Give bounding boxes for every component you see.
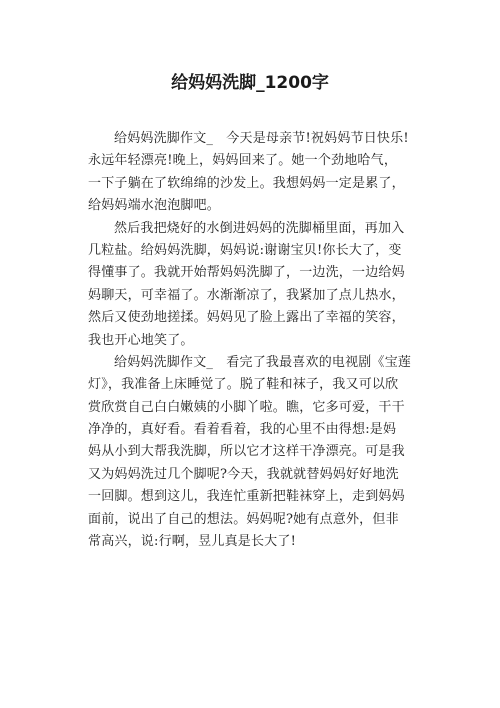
text-line: 然后我把烧好的水倒进妈妈的洗脚桶里面，再加入 [114, 220, 405, 236]
text-line: 妈聊天，可幸福了。水渐渐凉了，我紧加了点儿热水， [88, 287, 405, 303]
document-title: 给妈妈洗脚_1200字 [171, 73, 329, 93]
text-line: 然后又使劲地搓揉。妈妈见了脸上露出了幸福的笑容， [88, 310, 405, 326]
text-line: 我也开心地笑了。 [88, 332, 194, 348]
text-line: 净净的，真好看。看着看着，我的心里不由得想:是妈 [88, 422, 397, 438]
text-line: 给妈妈洗脚作文_ 今天是母亲节!祝妈妈节日快乐! [114, 131, 409, 146]
text-line: 常高兴，说:行啊，昱儿真是长大了! [88, 534, 297, 550]
text-line: 得懂事了。我就开始帮妈妈洗脚了，一边洗，一边给妈 [88, 265, 405, 281]
text-line: 灯》，我准备上床睡觉了。脱了鞋和袜子，我又可以欣 [88, 377, 399, 393]
document-body [88, 128, 418, 553]
text-line: 妈从小到大帮我洗脚，所以它才这样干净漂亮。可是我 [88, 444, 405, 460]
text-line: 一回脚。想到这儿，我连忙重新把鞋袜穿上，走到妈妈 [88, 489, 405, 505]
text-line: 一下子躺在了软绵绵的沙发上。我想妈妈一定是累了， [88, 175, 405, 191]
paragraph-2 [88, 218, 418, 352]
paragraph-3 [88, 352, 418, 554]
text-line: 给妈妈洗脚作文_ 看完了我最喜欢的电视剧《宝莲 [114, 354, 412, 370]
text-line: 永远年轻漂亮!晚上，妈妈回来了。她一个劲地哈气， [88, 153, 398, 169]
text-line: 给妈妈端水泡泡脚吧。 [88, 198, 221, 214]
text-line: 面前，说出了自己的想法。妈妈呢?她有点意外，但非 [88, 511, 399, 527]
text-line: 赏欣赏自己白白嫩姨的小脚丫啦。瞧，它多可爱，干干 [88, 399, 405, 415]
text-line: 又为妈妈洗过几个脚呢?今天，我就就替妈妈好好地洗 [88, 466, 399, 482]
text-line: 几粒盐。给妈妈洗脚，妈妈说:谢谢宝贝!你长大了，变 [88, 242, 402, 258]
paragraph-1 [88, 128, 418, 218]
